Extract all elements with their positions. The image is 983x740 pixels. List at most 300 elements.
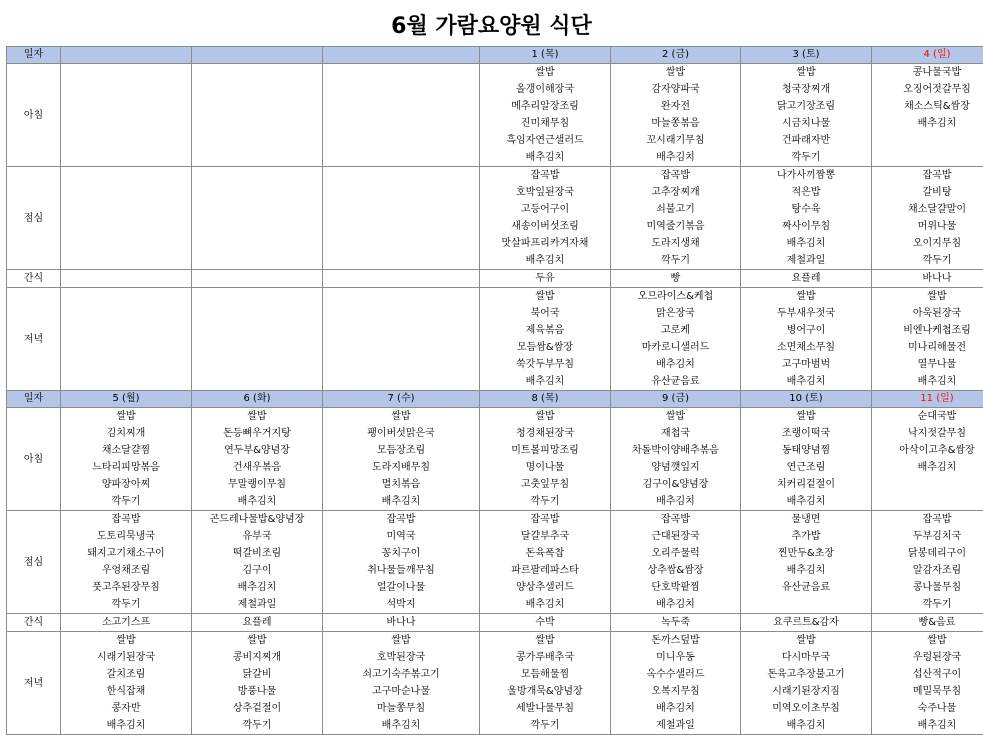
menu-item: 배추김치 (872, 459, 983, 476)
menu-item: 달걀부추국 (480, 528, 611, 545)
weekday: 일 (936, 49, 947, 60)
menu-item: 잡곡밥 (872, 167, 983, 185)
menu-item: 진미채무침 (480, 115, 611, 132)
menu-item (61, 149, 192, 167)
menu-item: 유부국 (192, 528, 323, 545)
day-number: 5 (112, 393, 119, 404)
menu-item: 우렁된장국 (872, 649, 983, 666)
menu-item: 김치찌개 (61, 425, 192, 442)
menu-item (192, 373, 323, 391)
menu-item: 오리주물럭 (611, 545, 741, 562)
meal-row-dinner (7, 717, 983, 735)
menu-item (741, 596, 872, 614)
menu-item: 방풍나물 (192, 683, 323, 700)
menu-item (323, 235, 480, 252)
meal-row-breakfast (7, 442, 983, 459)
menu-item (61, 201, 192, 218)
menu-item: 채소달걀찜 (61, 442, 192, 459)
menu-item: 얼갈이나물 (323, 579, 480, 596)
menu-item (61, 373, 192, 391)
meal-row-breakfast (7, 493, 983, 511)
day-header: 5 (월) (61, 391, 192, 408)
menu-item: 깍두기 (741, 149, 872, 167)
menu-item (192, 98, 323, 115)
weekday: 금 (675, 393, 686, 404)
menu-item: 꼬시래기무침 (611, 132, 741, 149)
menu-item: 깍두기 (192, 717, 323, 735)
menu-item: 빵 (611, 270, 741, 288)
menu-item: 배추김치 (872, 373, 983, 391)
menu-item: 북어국 (480, 305, 611, 322)
menu-item: 탕수육 (741, 201, 872, 218)
menu-item: 한식잡채 (61, 683, 192, 700)
menu-item: 요플레 (192, 614, 323, 632)
menu-item: 배추김치 (872, 717, 983, 735)
menu-item (872, 132, 983, 149)
menu-item: 연두부&양념장 (192, 442, 323, 459)
menu-item: 배추김치 (741, 493, 872, 511)
menu-item: 쌀밥 (741, 64, 872, 82)
menu-item: 오이지무침 (872, 235, 983, 252)
menu-item: 제육볶음 (480, 322, 611, 339)
day-header: 9 (금) (611, 391, 741, 408)
menu-item: 쌀밥 (480, 632, 611, 650)
menu-item (192, 218, 323, 235)
menu-item: 메밀묵무침 (872, 683, 983, 700)
menu-item: 곤드레나물밥&양념장 (192, 511, 323, 529)
meal-row-snack (7, 270, 983, 288)
menu-item: 쌀밥 (61, 408, 192, 426)
weekday: 목 (544, 49, 555, 60)
meal-row-breakfast (7, 476, 983, 493)
menu-item: 잡곡밥 (61, 511, 192, 529)
menu-item: 콩비지찌개 (192, 649, 323, 666)
menu-item: 수박 (480, 614, 611, 632)
menu-item (323, 98, 480, 115)
menu-item: 배추김치 (611, 493, 741, 511)
day-number: 4 (923, 49, 930, 60)
menu-item: 적은밥 (741, 184, 872, 201)
menu-item (323, 288, 480, 306)
menu-item: 비엔나케첩조림 (872, 322, 983, 339)
menu-item: 잡곡밥 (480, 511, 611, 529)
day-header: 1 (목) (480, 47, 611, 64)
menu-item: 차돌박이양배추볶음 (611, 442, 741, 459)
meal-row-dinner (7, 666, 983, 683)
menu-item (323, 322, 480, 339)
menu-item: 순대국밥 (872, 408, 983, 426)
menu-item: 소면채소무침 (741, 339, 872, 356)
menu-item: 꽁치구이 (323, 545, 480, 562)
menu-item: 우엉채조림 (61, 562, 192, 579)
page-title: 6월 가람요양원 식단 (391, 14, 592, 39)
menu-item: 치커리겉절이 (741, 476, 872, 493)
menu-item: 배추김치 (611, 700, 741, 717)
menu-item (61, 288, 192, 306)
menu-item: 녹두죽 (611, 614, 741, 632)
menu-item: 소고기스프 (61, 614, 192, 632)
menu-item: 고구마범벅 (741, 356, 872, 373)
menu-item: 청경채된장국 (480, 425, 611, 442)
day-number: 8 (531, 393, 538, 404)
menu-item: 모듬쌈&쌈장 (480, 339, 611, 356)
menu-item: 숙주나물 (872, 700, 983, 717)
menu-item: 콩나물국밥 (872, 64, 983, 82)
meal-row-lunch (7, 596, 983, 614)
meal-row-dinner (7, 305, 983, 322)
menu-item (61, 322, 192, 339)
menu-item (61, 98, 192, 115)
menu-item: 아삭이고추&쌈장 (872, 442, 983, 459)
menu-item (192, 356, 323, 373)
day-number: 2 (661, 49, 669, 60)
menu-item: 풋고추된장무침 (61, 579, 192, 596)
menu-item (323, 167, 480, 185)
menu-item: 배추김치 (611, 356, 741, 373)
menu-item: 돈육폭찹 (480, 545, 611, 562)
menu-item: 도라지생채 (611, 235, 741, 252)
menu-item: 배추김치 (611, 149, 741, 167)
menu-item: 물냉면 (741, 511, 872, 529)
menu-item: 채소스틱&쌈장 (872, 98, 983, 115)
meal-label-lunch: 점심 (7, 167, 61, 270)
date-label: 일자 (7, 391, 61, 408)
menu-item: 마카로니샐러드 (611, 339, 741, 356)
meal-row-dinner (7, 632, 983, 650)
menu-item: 완자전 (611, 98, 741, 115)
meal-row-breakfast (7, 149, 983, 167)
meal-row-lunch (7, 252, 983, 270)
day-header: 7 (수) (323, 391, 480, 408)
menu-item: 명이나물 (480, 459, 611, 476)
menu-item (323, 115, 480, 132)
menu-item (192, 115, 323, 132)
menu-item: 쇠불고기 (611, 201, 741, 218)
menu-item: 닭봉데리구이 (872, 545, 983, 562)
menu-item: 느타리피망볶음 (61, 459, 192, 476)
day-number: 10 (789, 393, 803, 404)
menu-item (323, 149, 480, 167)
meal-row-lunch (7, 528, 983, 545)
day-header: 11 (일) (872, 391, 983, 408)
menu-item: 파르팔레파스타 (480, 562, 611, 579)
menu-item: 두부새우젓국 (741, 305, 872, 322)
menu-item: 미나리해물전 (872, 339, 983, 356)
menu-item: 미역국 (323, 528, 480, 545)
menu-item (323, 218, 480, 235)
menu-item: 석박지 (323, 596, 480, 614)
day-number: 1 (531, 49, 538, 60)
menu-item: 미역오이초무침 (741, 700, 872, 717)
menu-item: 배추김치 (480, 252, 611, 270)
menu-item: 김구이&양념장 (611, 476, 741, 493)
menu-item (61, 184, 192, 201)
menu-item (192, 81, 323, 98)
menu-item: 돈까스덮밥 (611, 632, 741, 650)
day-header: 4 (일) (872, 47, 983, 64)
day-header: 10 (토) (741, 391, 872, 408)
weekday: 월 (125, 393, 136, 404)
meal-row-dinner (7, 356, 983, 373)
menu-item: 깍두기 (872, 596, 983, 614)
meal-row-lunch (7, 218, 983, 235)
menu-item: 갈치조림 (61, 666, 192, 683)
menu-item: 떡갈비조림 (192, 545, 323, 562)
menu-item (323, 356, 480, 373)
menu-item: 낙지젓갈무침 (872, 425, 983, 442)
menu-item (872, 493, 983, 511)
meal-row-breakfast (7, 408, 983, 426)
menu-item: 바나나 (872, 270, 983, 288)
menu-item: 세발나물무침 (480, 700, 611, 717)
menu-item: 배추김치 (480, 149, 611, 167)
menu-item: 도토리묵냉국 (61, 528, 192, 545)
meal-label-snack: 간식 (7, 614, 61, 632)
menu-item: 깍두기 (872, 252, 983, 270)
menu-item (192, 339, 323, 356)
menu-item: 쌀밥 (480, 408, 611, 426)
menu-item (872, 149, 983, 167)
menu-item (192, 270, 323, 288)
menu-item: 근대된장국 (611, 528, 741, 545)
day-number: 6 (243, 393, 250, 404)
menu-item: 배추김치 (741, 235, 872, 252)
menu-item (61, 305, 192, 322)
menu-item: 깍두기 (480, 717, 611, 735)
menu-item: 단호박팥찜 (611, 579, 741, 596)
meal-row-dinner (7, 322, 983, 339)
menu-item: 잡곡밥 (611, 167, 741, 185)
menu-item (192, 149, 323, 167)
menu-item: 고로케 (611, 322, 741, 339)
menu-item: 청국장찌개 (741, 81, 872, 98)
meal-row-snack (7, 614, 983, 632)
menu-item: 쌀밥 (192, 408, 323, 426)
menu-item: 섭산적구이 (872, 666, 983, 683)
menu-item: 멸치볶음 (323, 476, 480, 493)
meal-row-dinner (7, 683, 983, 700)
day-number: 9 (661, 393, 669, 404)
meal-row-dinner (7, 339, 983, 356)
menu-item: 배추김치 (741, 562, 872, 579)
menu-item: 콩나물무침 (872, 579, 983, 596)
menu-item: 요쿠르트&감자 (741, 614, 872, 632)
menu-item (61, 81, 192, 98)
menu-item: 배추김치 (323, 717, 480, 735)
menu-item: 유산균음료 (611, 373, 741, 391)
menu-item (61, 115, 192, 132)
day-header: 8 (목) (480, 391, 611, 408)
meal-row-lunch (7, 562, 983, 579)
menu-item: 쌀밥 (192, 632, 323, 650)
menu-item: 시래기된장국 (61, 649, 192, 666)
menu-item (192, 235, 323, 252)
menu-item (323, 339, 480, 356)
menu-item: 닭고기장조림 (741, 98, 872, 115)
menu-item: 양파장아찌 (61, 476, 192, 493)
menu-item (323, 132, 480, 149)
menu-item: 올갱이해장국 (480, 81, 611, 98)
menu-item (323, 184, 480, 201)
menu-item: 두부김치국 (872, 528, 983, 545)
menu-item: 요플레 (741, 270, 872, 288)
day-number: 3 (792, 49, 799, 60)
menu-item: 배추김치 (611, 596, 741, 614)
menu-item: 쌀밥 (872, 288, 983, 306)
menu-item: 아욱된장국 (872, 305, 983, 322)
menu-item (192, 288, 323, 306)
menu-item: 제철과일 (741, 252, 872, 270)
menu-item: 새송이버섯조림 (480, 218, 611, 235)
meal-row-dinner (7, 700, 983, 717)
menu-item: 닭갈비 (192, 666, 323, 683)
menu-item: 찐만두&초장 (741, 545, 872, 562)
menu-item: 깍두기 (480, 493, 611, 511)
menu-item: 맑은장국 (611, 305, 741, 322)
meal-row-breakfast (7, 459, 983, 476)
menu-item: 쌀밥 (611, 408, 741, 426)
menu-item (192, 252, 323, 270)
meal-row-breakfast (7, 81, 983, 98)
meal-row-dinner (7, 288, 983, 306)
menu-item: 미니우동 (611, 649, 741, 666)
menu-item: 잡곡밥 (872, 511, 983, 529)
menu-item (61, 356, 192, 373)
menu-item: 재첩국 (611, 425, 741, 442)
meal-row-dinner (7, 649, 983, 666)
menu-item: 바나나 (323, 614, 480, 632)
meal-plan-table (6, 46, 983, 735)
menu-item: 배추김치 (192, 579, 323, 596)
menu-item (61, 218, 192, 235)
menu-item: 오므라이스&케첩 (611, 288, 741, 306)
menu-item: 쌀밥 (872, 632, 983, 650)
menu-item: 배추김치 (872, 115, 983, 132)
date-header-row (7, 391, 983, 408)
menu-item: 오징어젓갈무침 (872, 81, 983, 98)
menu-item (61, 64, 192, 82)
menu-item: 마늘쫑무침 (323, 700, 480, 717)
menu-item: 마늘쫑볶음 (611, 115, 741, 132)
menu-item: 돈등뼈우거지탕 (192, 425, 323, 442)
menu-item (61, 132, 192, 149)
menu-item: 잡곡밥 (480, 167, 611, 185)
menu-item: 쌀밥 (741, 632, 872, 650)
menu-item (872, 476, 983, 493)
menu-item: 쌀밥 (480, 64, 611, 82)
menu-item: 배추김치 (192, 493, 323, 511)
day-header (323, 47, 480, 64)
menu-item (61, 167, 192, 185)
weekday: 토 (805, 49, 816, 60)
menu-item: 상추겉절이 (192, 700, 323, 717)
menu-item (323, 201, 480, 218)
menu-item: 김구이 (192, 562, 323, 579)
menu-item: 쑥갓두부무침 (480, 356, 611, 373)
menu-item: 오복지무침 (611, 683, 741, 700)
menu-item: 배추김치 (480, 596, 611, 614)
menu-item: 배추김치 (480, 373, 611, 391)
menu-item: 배추김치 (61, 717, 192, 735)
meal-row-breakfast (7, 132, 983, 149)
menu-item: 제철과일 (192, 596, 323, 614)
meal-row-lunch (7, 201, 983, 218)
menu-item: 쌀밥 (61, 632, 192, 650)
menu-item: 조랭이떡국 (741, 425, 872, 442)
menu-item (61, 252, 192, 270)
menu-item: 도라지배무침 (323, 459, 480, 476)
weekday: 화 (256, 393, 267, 404)
menu-item: 배추김치 (741, 717, 872, 735)
meal-row-breakfast (7, 64, 983, 82)
menu-item: 유산균음료 (741, 579, 872, 596)
day-header (61, 47, 192, 64)
menu-item: 두유 (480, 270, 611, 288)
menu-item: 돼지고기채소구이 (61, 545, 192, 562)
menu-item: 무말랭이무침 (192, 476, 323, 493)
menu-item: 맛살파프리카겨자채 (480, 235, 611, 252)
menu-item: 깍두기 (611, 252, 741, 270)
meal-row-lunch (7, 545, 983, 562)
menu-item: 돈육고추장불고기 (741, 666, 872, 683)
menu-item: 잡곡밥 (323, 511, 480, 529)
meal-row-breakfast (7, 98, 983, 115)
menu-item: 상추쌈&쌈장 (611, 562, 741, 579)
meal-row-lunch (7, 184, 983, 201)
menu-item: 쇠고기숙주볶고기 (323, 666, 480, 683)
meal-row-lunch (7, 579, 983, 596)
meal-row-lunch (7, 511, 983, 529)
menu-item: 콩자반 (61, 700, 192, 717)
menu-item (323, 305, 480, 322)
weekday: 금 (675, 49, 686, 60)
menu-item: 흑임자연근샐러드 (480, 132, 611, 149)
day-header: 3 (토) (741, 47, 872, 64)
menu-item: 콩가루배추국 (480, 649, 611, 666)
menu-item: 울방개묵&양념장 (480, 683, 611, 700)
menu-item: 시금치나물 (741, 115, 872, 132)
menu-item (323, 252, 480, 270)
menu-item: 배추김치 (323, 493, 480, 511)
meal-row-dinner (7, 373, 983, 391)
menu-item (192, 305, 323, 322)
meal-row-lunch (7, 235, 983, 252)
meal-label-snack: 간식 (7, 270, 61, 288)
menu-item (61, 235, 192, 252)
menu-item: 고추장찌개 (611, 184, 741, 201)
menu-item: 시래기된장지짐 (741, 683, 872, 700)
menu-item (192, 167, 323, 185)
day-header: 6 (화) (192, 391, 323, 408)
menu-item: 양념깻잎지 (611, 459, 741, 476)
menu-item: 열무나물 (872, 356, 983, 373)
menu-item: 깍두기 (61, 596, 192, 614)
weekday: 토 (809, 393, 819, 404)
menu-item: 다시마무국 (741, 649, 872, 666)
meal-label-breakfast: 아침 (7, 408, 61, 511)
menu-item: 나가사끼짬뽕 (741, 167, 872, 185)
menu-item: 팽이버섯맑은국 (323, 425, 480, 442)
menu-item: 머위나물 (872, 218, 983, 235)
menu-item: 쌀밥 (323, 632, 480, 650)
menu-item: 추가밥 (741, 528, 872, 545)
menu-item: 배추김치 (741, 373, 872, 391)
weekday: 목 (544, 393, 555, 404)
menu-item: 모듬해물찜 (480, 666, 611, 683)
menu-item: 건새우볶음 (192, 459, 323, 476)
weekday: 수 (400, 393, 411, 404)
menu-item (323, 81, 480, 98)
